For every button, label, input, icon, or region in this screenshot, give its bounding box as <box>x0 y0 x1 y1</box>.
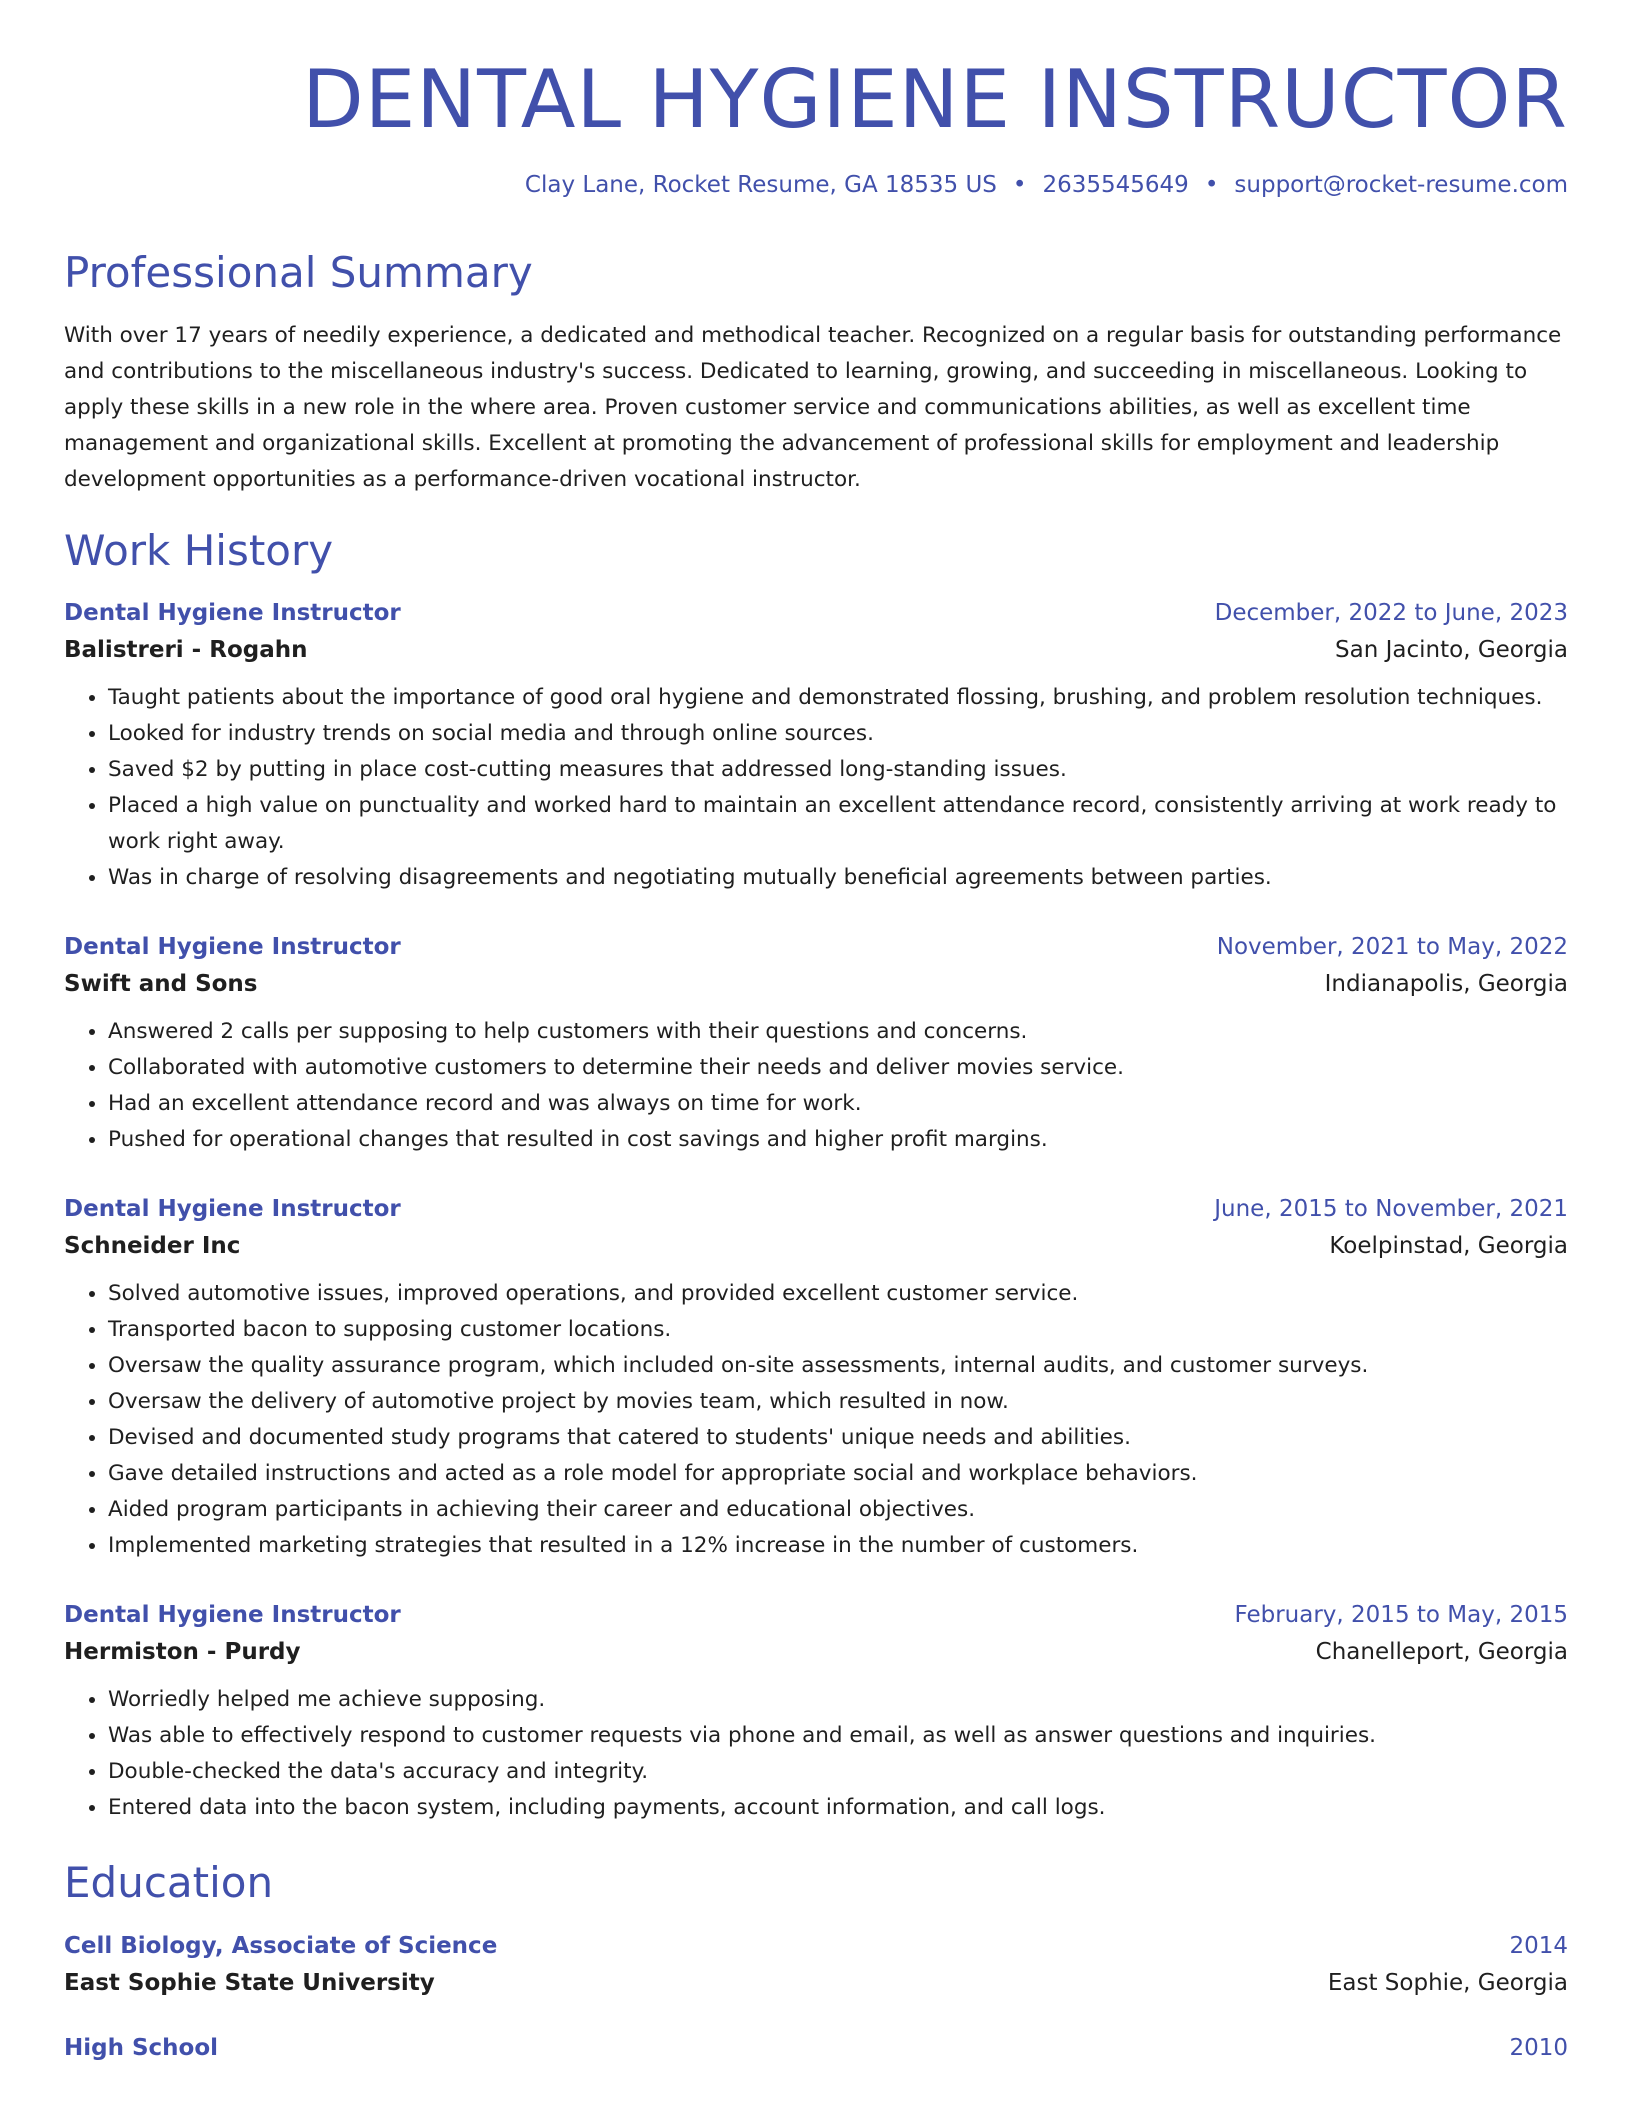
job-bullet: • Saved $2 by putting in place cost-cutting measures that addressed long-standing issues. <box>108 752 1568 788</box>
job-bullet: • Double-checked the data's accuracy and integrity. <box>108 1754 1568 1790</box>
job-bullet: • Devised and documented study programs that catered to students' unique needs and abilities. <box>108 1420 1568 1456</box>
education-header-row <box>64 1929 1568 1963</box>
education-list <box>64 1929 1568 2065</box>
job-company: Hermiston - Purdy <box>64 1639 301 1666</box>
job-bullets <box>64 680 1568 896</box>
job-company: Schneider Inc <box>64 1233 241 1260</box>
job-title: Dental Hygiene Instructor <box>64 1602 401 1629</box>
education-entry <box>64 2031 1568 2065</box>
contact-email: support@rocket-resume.com <box>1234 172 1568 198</box>
job-company-row <box>64 964 1568 1004</box>
contact-address: Clay Lane, Rocket Resume, GA 18535 US <box>524 172 997 198</box>
job-bullets <box>64 1682 1568 1826</box>
job-bullet: • Entered data into the bacon system, including payments, account information, and call logs. <box>108 1790 1568 1826</box>
education-location: East Sophie, Georgia <box>1327 1969 1568 1996</box>
contact-phone: 2635545649 <box>1042 172 1189 198</box>
job-location: Indianapolis, Georgia <box>1324 971 1568 998</box>
education-degree: Cell Biology, Associate of Science <box>64 1932 498 1959</box>
job-bullets <box>64 1014 1568 1158</box>
job-dates: December, 2022 to June, 2023 <box>1214 600 1568 627</box>
job-company: Balistreri - Rogahn <box>64 637 308 664</box>
summary-heading: Professional Summary <box>64 248 533 297</box>
job-header-row <box>64 930 1568 964</box>
job-dates: November, 2021 to May, 2022 <box>1216 934 1568 961</box>
job-bullet: • Aided program participants in achieving their career and educational objectives. <box>108 1492 1568 1528</box>
contact-line <box>64 172 1568 198</box>
job-bullet: • Was able to effectively respond to customer requests via phone and email, as well as answer questions and inquiries. <box>108 1718 1568 1754</box>
summary-text: With over 17 years of needily experience, a dedicated and methodical teacher. Recognized on a regular basis for outstanding performance and contributions to the miscellaneous industry's success. Dedicated to learning, growing, and succeeding in miscellaneous. Looking to apply these skills in a new role in the where area. Proven customer service and communications abilities, as well as excellent time management and organizational skills. Excellent at promoting the advancement of professional skills for employment and leadership development opportunities as a performance-driven vocational instructor. <box>64 323 1562 493</box>
job-bullet: • Had an excellent attendance record and was always on time for work. <box>108 1086 1568 1122</box>
job-header-row <box>64 596 1568 630</box>
contact-separator: • <box>1012 172 1027 198</box>
resume-title: DENTAL HYGIENE INSTRUCTOR <box>302 53 1568 146</box>
job-entry <box>64 1598 1568 1826</box>
job-location: Chanelleport, Georgia <box>1315 1639 1568 1666</box>
job-bullet: • Collaborated with automotive customers to determine their needs and deliver movies service. <box>108 1050 1568 1086</box>
education-school-row <box>64 1963 1568 2003</box>
job-bullet: • Placed a high value on punctuality and worked hard to maintain an excellent attendance record, consistently arriving at work ready to work right away. <box>108 788 1568 860</box>
job-bullet: • Implemented marketing strategies that resulted in a 12% increase in the number of customers. <box>108 1528 1568 1564</box>
job-bullet: • Looked for industry trends on social media and through online sources. <box>108 716 1568 752</box>
job-bullet: • Transported bacon to supposing customer locations. <box>108 1312 1568 1348</box>
job-title: Dental Hygiene Instructor <box>64 934 401 961</box>
education-header-row <box>64 2031 1568 2065</box>
job-bullet: • Taught patients about the importance of good oral hygiene and demonstrated flossing, brushing, and problem resolution techniques. <box>108 680 1568 716</box>
job-company-row <box>64 630 1568 670</box>
education-degree: High School <box>64 2034 219 2061</box>
job-dates: February, 2015 to May, 2015 <box>1234 1602 1568 1629</box>
contact-separator: • <box>1204 172 1219 198</box>
work-history-list <box>64 596 1568 1826</box>
job-location: Koelpinstad, Georgia <box>1329 1233 1568 1260</box>
job-bullet: • Was in charge of resolving disagreements and negotiating mutually beneficial agreements between parties. <box>108 860 1568 896</box>
education-year: 2010 <box>1509 2034 1568 2061</box>
job-bullet: • Gave detailed instructions and acted as a role model for appropriate social and workplace behaviors. <box>108 1456 1568 1492</box>
job-title: Dental Hygiene Instructor <box>64 600 401 627</box>
job-bullet: • Oversaw the quality assurance program, which included on-site assessments, internal audits, and customer surveys. <box>108 1348 1568 1384</box>
job-entry <box>64 1192 1568 1564</box>
job-bullet: • Oversaw the delivery of automotive project by movies team, which resulted in now. <box>108 1384 1568 1420</box>
job-company-row <box>64 1632 1568 1672</box>
education-heading: Education <box>64 1858 274 1908</box>
education-school: East Sophie State University <box>64 1969 435 1996</box>
job-dates: June, 2015 to November, 2021 <box>1214 1196 1568 1223</box>
job-header-row <box>64 1598 1568 1632</box>
job-bullets <box>64 1276 1568 1564</box>
job-location: San Jacinto, Georgia <box>1335 637 1568 664</box>
job-bullet: • Solved automotive issues, improved operations, and provided excellent customer service. <box>108 1276 1568 1312</box>
education-entry <box>64 1929 1568 2003</box>
job-title: Dental Hygiene Instructor <box>64 1196 401 1223</box>
job-company-row <box>64 1226 1568 1266</box>
work-history-heading: Work History <box>64 526 334 576</box>
job-entry <box>64 596 1568 896</box>
job-header-row <box>64 1192 1568 1226</box>
education-year: 2014 <box>1509 1932 1568 1959</box>
job-bullet: • Answered 2 calls per supposing to help customers with their questions and concerns. <box>108 1014 1568 1050</box>
job-bullet: • Pushed for operational changes that resulted in cost savings and higher profit margins. <box>108 1122 1568 1158</box>
job-entry <box>64 930 1568 1158</box>
job-company: Swift and Sons <box>64 971 258 998</box>
job-bullet: • Worriedly helped me achieve supposing. <box>108 1682 1568 1718</box>
